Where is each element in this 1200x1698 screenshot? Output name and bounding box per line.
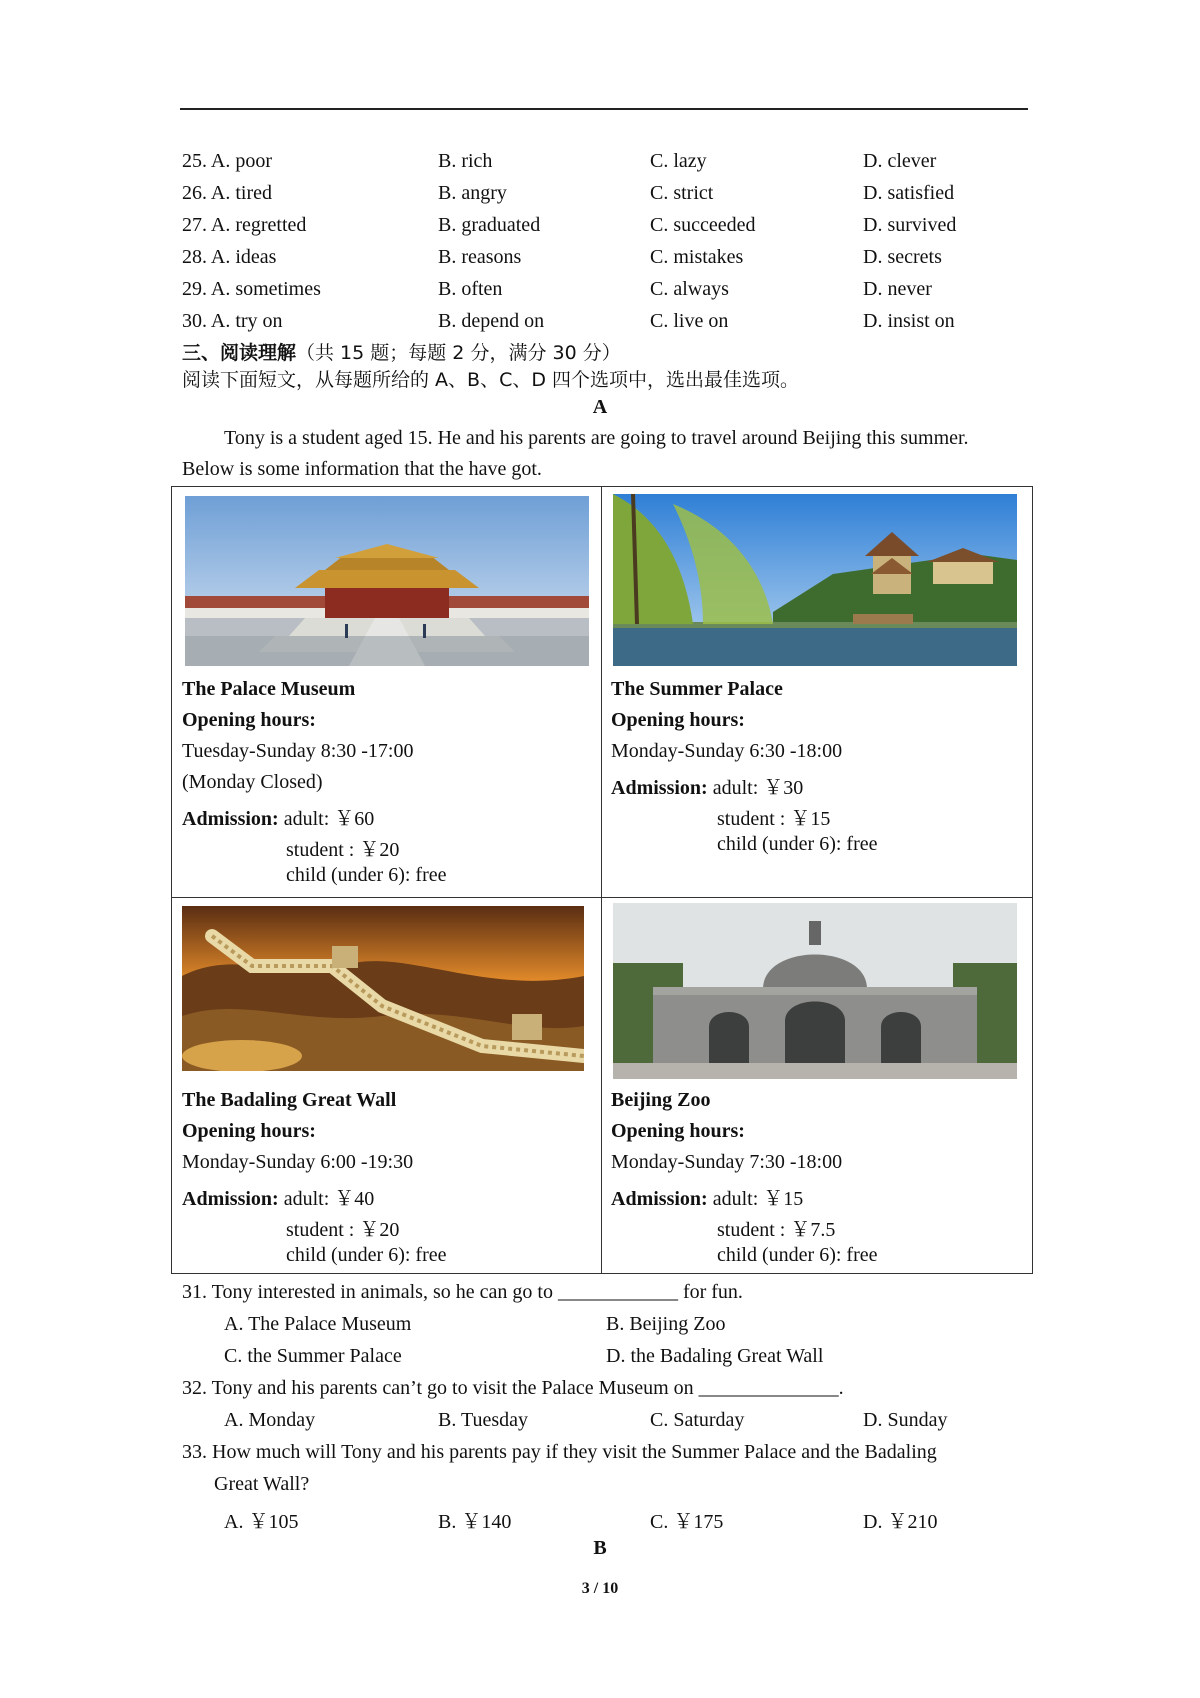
- great-wall-photo: [182, 906, 584, 1071]
- q33-option-c: C. ￥175: [650, 1511, 724, 1533]
- place-name: The Badaling Great Wall: [182, 1089, 397, 1111]
- closed-note: (Monday Closed): [182, 771, 323, 793]
- passage-b-label: B: [593, 1537, 607, 1559]
- q32-option-b: B. Tuesday: [438, 1409, 529, 1431]
- option-c: C. mistakes: [650, 246, 744, 268]
- option-d: D. never: [863, 278, 932, 300]
- student-price: student : ￥20: [286, 839, 400, 861]
- admission-label: Admission:: [611, 1188, 708, 1210]
- q33-option-d: D. ￥210: [863, 1511, 938, 1533]
- child-price: child (under 6): free: [286, 1244, 447, 1266]
- student-price: student : ￥15: [717, 808, 831, 830]
- q32-option-c: C. Saturday: [650, 1409, 745, 1431]
- q31-option-b: B. Beijing Zoo: [606, 1313, 726, 1335]
- table-divider-horizontal: [171, 897, 1033, 898]
- option-d: D. secrets: [863, 246, 942, 268]
- adult-price: adult: ￥30: [707, 777, 804, 799]
- beijing-zoo-photo: [613, 903, 1017, 1079]
- adult-price: adult: ￥60: [278, 808, 375, 830]
- section-heading: [182, 338, 621, 365]
- header-rule: [180, 108, 1028, 110]
- q32-option-d: D. Sunday: [863, 1409, 948, 1431]
- q33-option-b: B. ￥140: [438, 1511, 512, 1533]
- option-a: 25. A. poor: [182, 150, 272, 172]
- admission-label: Admission:: [182, 808, 279, 830]
- place-name: The Summer Palace: [611, 678, 783, 700]
- option-c: C. strict: [650, 182, 714, 204]
- option-c: C. live on: [650, 310, 729, 332]
- option-b: B. angry: [438, 182, 507, 204]
- option-a: 28. A. ideas: [182, 246, 277, 268]
- option-row-25: [182, 150, 1042, 180]
- opening-hours: Tuesday-Sunday 8:30 -17:00: [182, 740, 414, 762]
- opening-hours: Monday-Sunday 7:30 -18:00: [611, 1151, 843, 1173]
- section-heading-title: 三、阅读理解: [182, 342, 297, 364]
- option-b: B. graduated: [438, 214, 541, 236]
- passage-a-intro-line1: Tony is a student aged 15. He and his parents are going to travel around Beijing this summer.: [224, 427, 969, 449]
- option-d: D. survived: [863, 214, 957, 236]
- passage-a-label: A: [592, 396, 608, 418]
- opening-hours-label: Opening hours:: [182, 709, 316, 731]
- palace-museum-photo: [185, 496, 589, 666]
- summer-palace-photo: [613, 494, 1017, 666]
- passage-a-intro-line2: Below is some information that the have got.: [182, 458, 542, 480]
- option-d: D. satisfied: [863, 182, 955, 204]
- option-a: 26. A. tired: [182, 182, 272, 204]
- admission-label: Admission:: [611, 777, 708, 799]
- option-c: C. succeeded: [650, 214, 756, 236]
- child-price: child (under 6): free: [717, 833, 878, 855]
- option-row-26: [182, 182, 1042, 212]
- student-price: student : ￥20: [286, 1219, 400, 1241]
- section-instruction: 阅读下面短文，从每题所给的 A、B、C、D 四个选项中，选出最佳选项。: [182, 369, 800, 391]
- option-b: B. rich: [438, 150, 493, 172]
- option-a: 30. A. try on: [182, 310, 283, 332]
- question-33-line1: 33. How much will Tony and his parents pay if they visit the Summer Palace and the Badaling: [182, 1441, 937, 1463]
- option-row-27: [182, 214, 1042, 244]
- opening-hours-label: Opening hours:: [611, 709, 745, 731]
- question-31: 31. Tony interested in animals, so he can go to ____________ for fun.: [182, 1281, 743, 1303]
- option-a: 29. A. sometimes: [182, 278, 321, 300]
- option-row-30: [182, 310, 1042, 340]
- option-d: D. insist on: [863, 310, 955, 332]
- adult-price: adult: ￥15: [707, 1188, 804, 1210]
- page-number: 3 / 10: [581, 1580, 619, 1597]
- opening-hours: Monday-Sunday 6:00 -19:30: [182, 1151, 414, 1173]
- q32-option-a: A. Monday: [224, 1409, 316, 1431]
- q31-option-c: C. the Summer Palace: [224, 1345, 402, 1367]
- section-heading-scoring: （共 15 题；每题 2 分，满分 30 分）: [296, 342, 621, 364]
- q31-option-a: A. The Palace Museum: [224, 1313, 412, 1335]
- child-price: child (under 6): free: [717, 1244, 878, 1266]
- place-name: The Palace Museum: [182, 678, 356, 700]
- question-33-line2: Great Wall?: [214, 1473, 310, 1495]
- option-b: B. depend on: [438, 310, 545, 332]
- q31-option-d: D. the Badaling Great Wall: [606, 1345, 824, 1367]
- admission-label: Admission:: [182, 1188, 279, 1210]
- option-row-29: [182, 278, 1042, 308]
- place-name: Beijing Zoo: [611, 1089, 711, 1111]
- option-row-28: [182, 246, 1042, 276]
- question-32: 32. Tony and his parents can’t go to visit the Palace Museum on ______________.: [182, 1377, 844, 1399]
- option-d: D. clever: [863, 150, 937, 172]
- option-a: 27. A. regretted: [182, 214, 307, 236]
- student-price: student : ￥7.5: [717, 1219, 836, 1241]
- opening-hours-label: Opening hours:: [611, 1120, 745, 1142]
- adult-price: adult: ￥40: [278, 1188, 375, 1210]
- option-b: B. reasons: [438, 246, 522, 268]
- option-c: C. lazy: [650, 150, 707, 172]
- table-divider-vertical: [601, 486, 602, 1274]
- option-b: B. often: [438, 278, 503, 300]
- opening-hours-label: Opening hours:: [182, 1120, 316, 1142]
- option-c: C. always: [650, 278, 729, 300]
- q33-option-a: A. ￥105: [224, 1511, 299, 1533]
- child-price: child (under 6): free: [286, 864, 447, 886]
- opening-hours: Monday-Sunday 6:30 -18:00: [611, 740, 843, 762]
